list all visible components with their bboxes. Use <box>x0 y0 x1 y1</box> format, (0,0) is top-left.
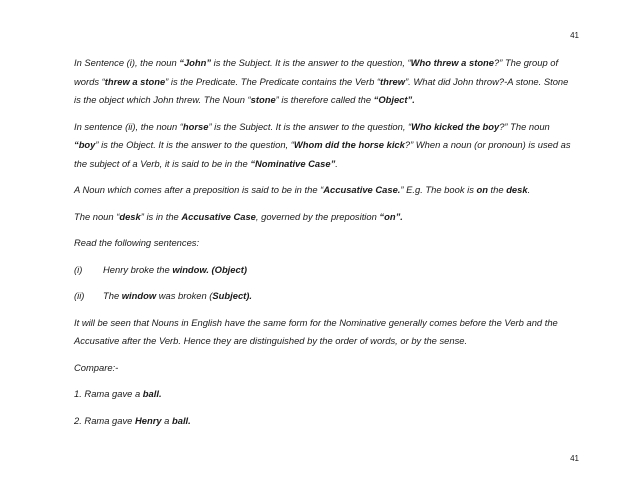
page-number-top: 41 <box>570 31 579 40</box>
compare-item-2 <box>74 412 574 431</box>
emphasis: Henry <box>134 414 162 426</box>
text: ” is the Object. It is the answer to the question, “ <box>95 139 294 150</box>
emphasis: ball. <box>172 414 191 426</box>
paragraph-subject-object <box>74 54 574 110</box>
example-sentence-2 <box>74 287 574 306</box>
text: Henry broke the <box>103 263 173 275</box>
text: the <box>487 184 507 195</box>
paragraph-word-order: It will be seen that Nouns in English have the same form for the Nominative generally comes before the Verb and the Accusative after the Verb. Hence they are distinguished by the order of words, or by the sense. <box>74 316 558 346</box>
text: . <box>527 184 531 195</box>
emphasis: “Nominative Case” <box>250 157 336 169</box>
example-text <box>103 287 252 306</box>
emphasis: on <box>476 184 488 195</box>
emphasis: Accusative Case <box>181 210 256 222</box>
example-label: (i) <box>74 263 83 275</box>
text: ?” When a noun (or pronoun) is used as the subject of a Verb, it is said to be in the <box>74 139 571 169</box>
text: is the Subject. It is the answer to the question, “ <box>211 57 411 68</box>
emphasis: Subject). <box>212 290 253 301</box>
emphasis: horse <box>182 120 209 132</box>
text: ”. What did John throw?-A stone. Stone is the object which John threw. The Noun “ <box>74 75 569 105</box>
emphasis: stone <box>250 94 276 105</box>
text: A Noun which comes after a preposition is said to be in the “ <box>74 184 324 195</box>
text: ” is in the <box>140 210 182 222</box>
text: was broken ( <box>156 290 213 301</box>
text: 1. Rama gave a <box>74 388 143 399</box>
text: ” is the Subject. It is the answer to the question, “ <box>208 120 412 132</box>
emphasis: “on”. <box>379 210 403 222</box>
text: ?” The group of words “ <box>74 57 559 87</box>
text: ” is therefore called the <box>275 94 374 105</box>
example-label: (ii) <box>74 290 85 301</box>
text: . <box>335 157 338 169</box>
paragraph-nominative-case <box>74 118 574 174</box>
paragraph-read-sentences: Read the following sentences: <box>74 237 200 248</box>
emphasis: window. (Object) <box>172 263 247 275</box>
text: 2. Rama gave <box>74 414 135 426</box>
example-text <box>103 261 247 280</box>
emphasis: desk <box>506 184 528 195</box>
text: , governed by the preposition <box>255 210 380 222</box>
emphasis: “Object”. <box>373 94 415 105</box>
emphasis: Whom did the horse kick <box>293 139 405 150</box>
example-sentence-1 <box>74 261 574 280</box>
text: In Sentence (i), the noun <box>74 57 180 68</box>
text: ” E.g. The book is <box>400 184 477 195</box>
emphasis: window <box>121 290 157 301</box>
text: ?” The noun <box>499 120 550 132</box>
paragraph-accusative-case <box>74 181 574 200</box>
emphasis: Who threw a stone <box>410 57 494 68</box>
emphasis: threw <box>380 75 406 87</box>
emphasis: Accusative Case. <box>323 184 401 195</box>
text: The <box>103 290 122 301</box>
text: ” is the Predicate. The Predicate contains the Verb “ <box>165 75 381 87</box>
text: In sentence (ii), the noun “ <box>74 120 183 132</box>
emphasis: Who kicked the boy <box>411 120 500 132</box>
emphasis: desk <box>119 210 141 222</box>
emphasis: “John” <box>179 57 212 68</box>
compare-item-1 <box>74 385 574 404</box>
emphasis: ball. <box>142 388 162 399</box>
page-number-bottom: 41 <box>570 454 579 463</box>
text: a <box>161 414 172 426</box>
paragraph-desk-accusative <box>74 208 574 227</box>
emphasis: threw a stone <box>104 75 166 87</box>
emphasis: “boy <box>74 139 96 150</box>
text: The noun “ <box>74 210 120 222</box>
document-body <box>74 54 574 438</box>
paragraph-compare: Compare:- <box>74 361 119 373</box>
